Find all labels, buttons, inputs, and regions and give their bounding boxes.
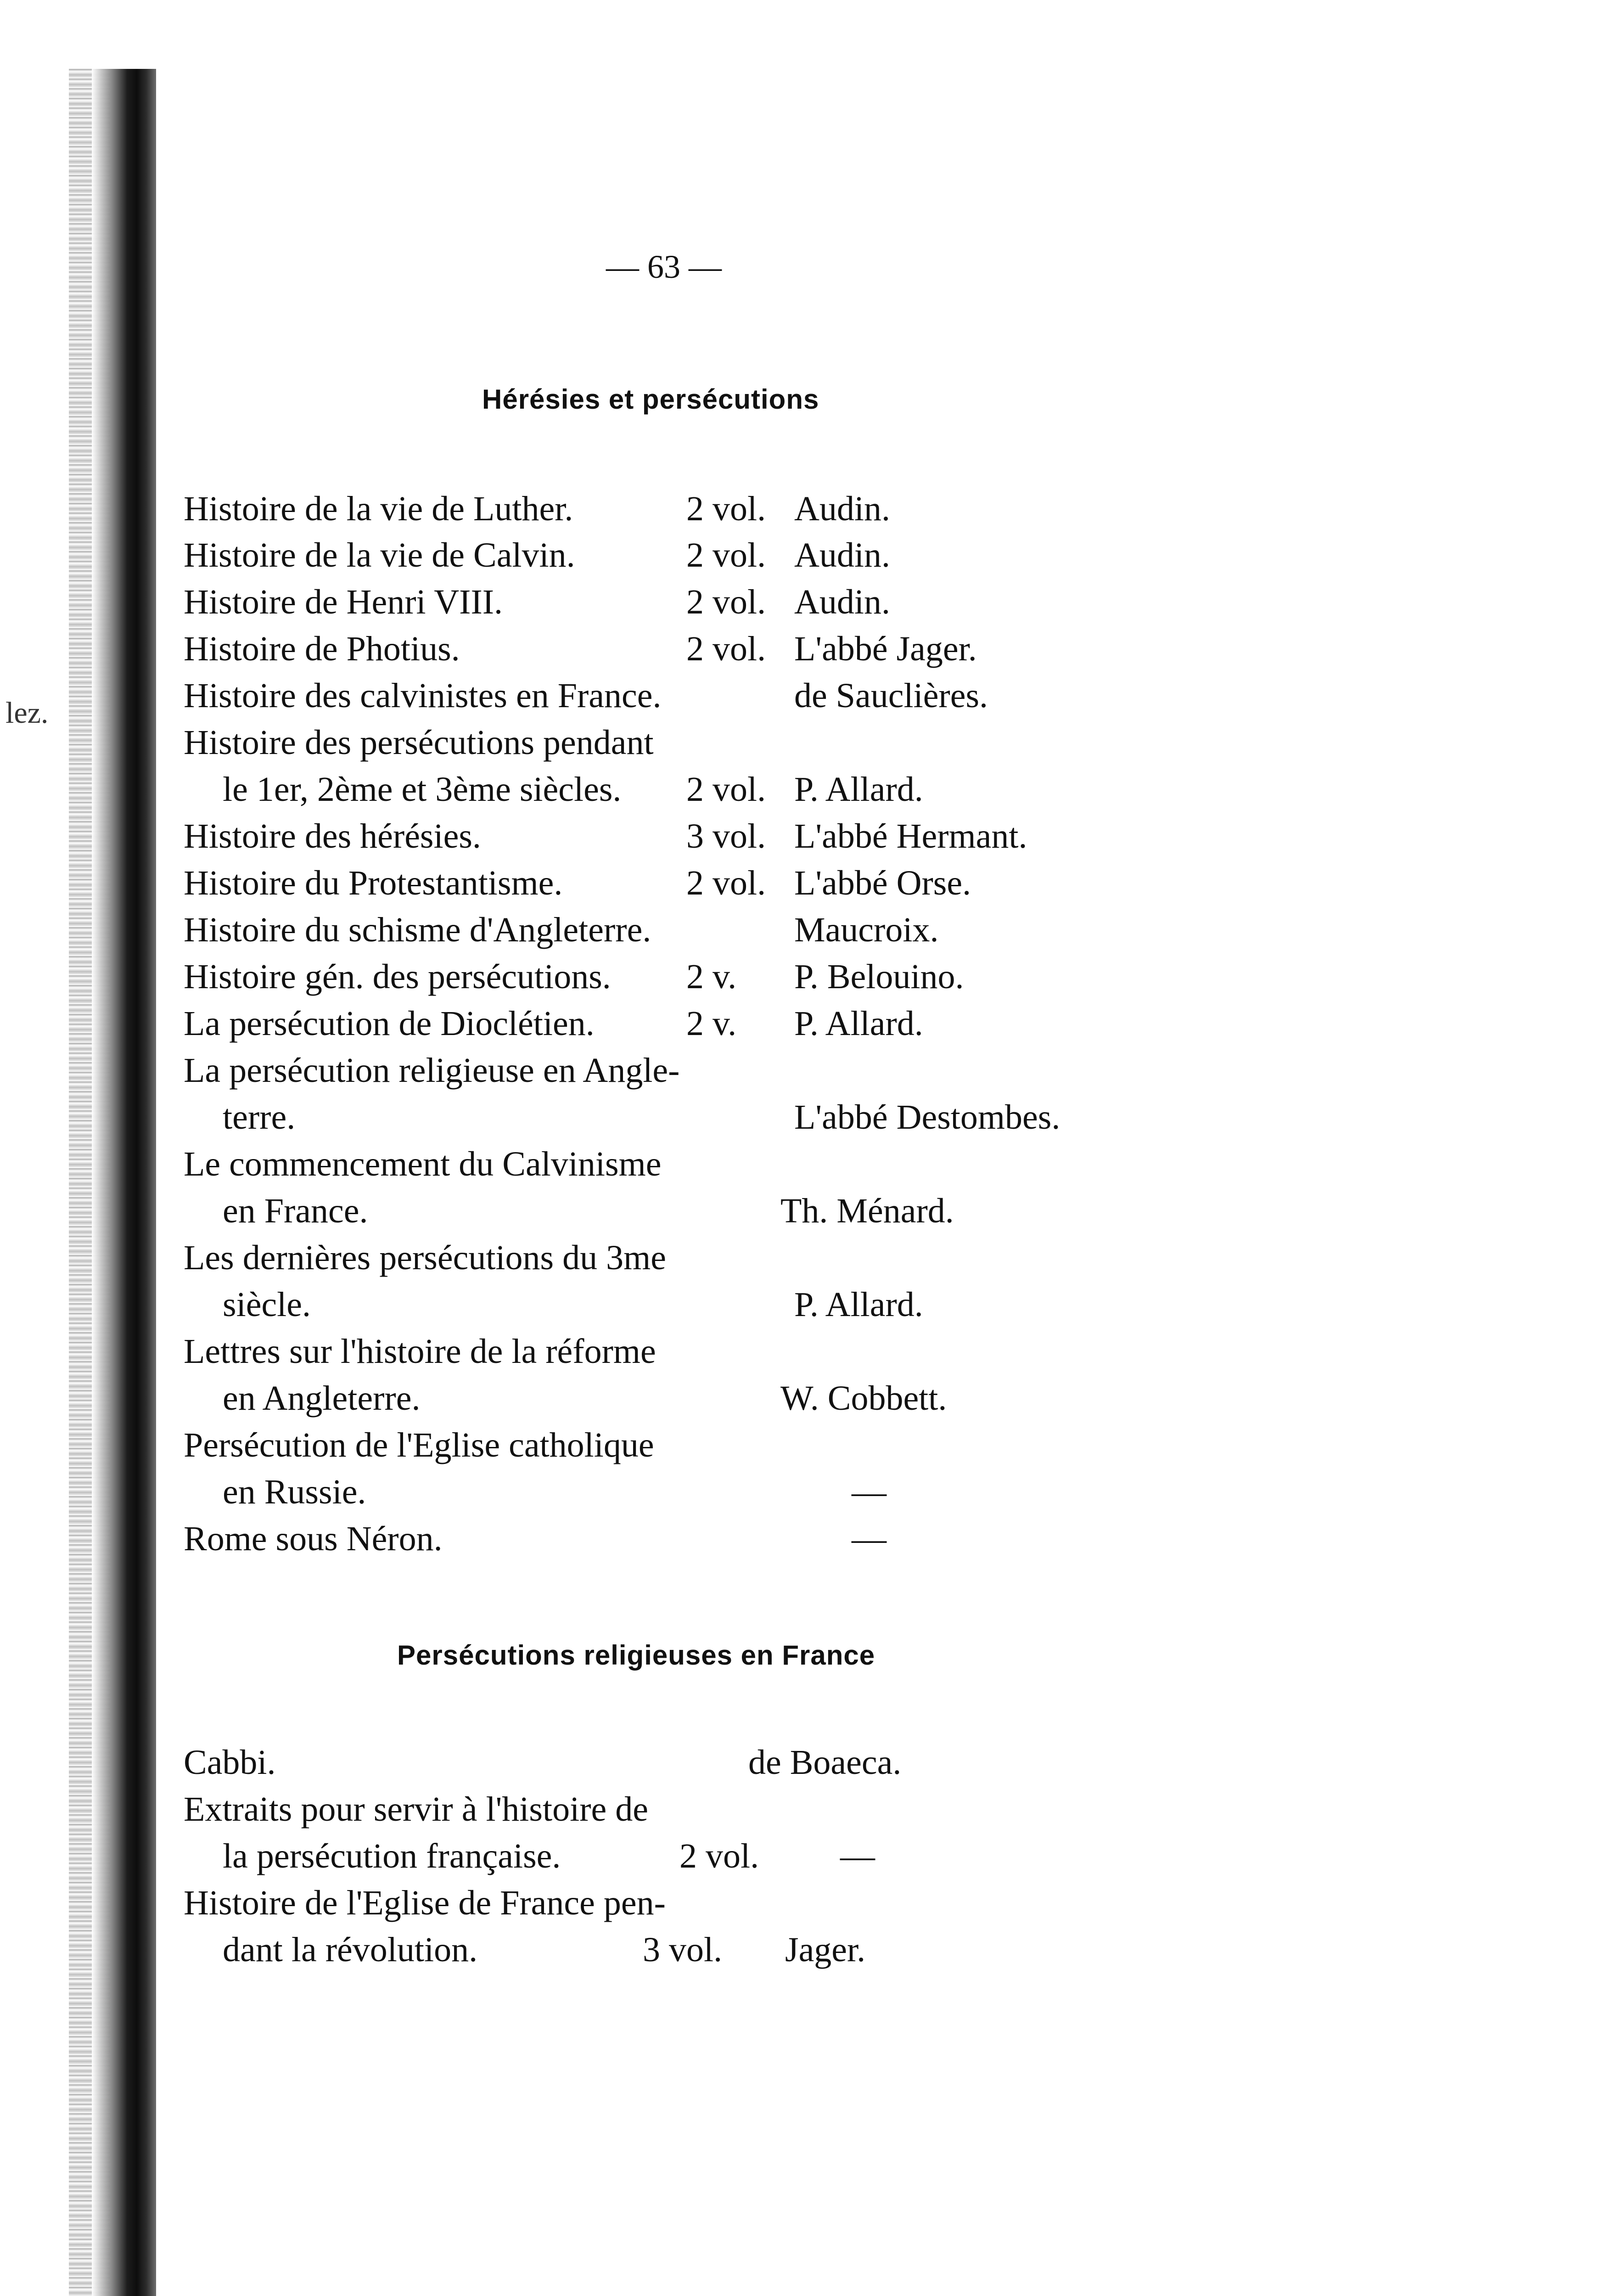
entry-title: Histoire des persécutions pendant — [184, 723, 654, 762]
entry-title-continuation: terre. — [223, 1098, 296, 1137]
entry-author: Audin. — [794, 490, 890, 528]
entry-title: Histoire des calvinistes en France. — [184, 676, 662, 715]
entry-author: Audin. — [794, 536, 890, 574]
entry-title: Les dernières persécutions du 3me — [184, 1238, 666, 1277]
entry-author: — — [840, 1837, 875, 1875]
entry-title-continuation: en Russie. — [223, 1473, 366, 1511]
entry-author: L'abbé Hermant. — [794, 817, 1027, 855]
entry-author: Th. Ménard. — [780, 1192, 954, 1230]
entry-volumes: 2 vol. — [686, 630, 766, 668]
entry-title-continuation: la persécution française. — [223, 1837, 561, 1875]
entry-author: — — [852, 1473, 886, 1511]
section-heading-heresies: Hérésies et persécutions — [482, 384, 819, 415]
binding-shadow — [92, 69, 156, 2296]
entry-author: de Sauclières. — [794, 676, 988, 715]
entry-title: Rome sous Néron. — [184, 1519, 443, 1558]
entry-title: La persécution de Dioclétien. — [184, 1004, 595, 1043]
entry-volumes: 2 vol. — [679, 1837, 759, 1875]
entry-title: Histoire de Henri VIII. — [184, 583, 503, 621]
entry-volumes: 2 v. — [686, 1004, 737, 1043]
entry-title: La persécution religieuse en Angle- — [184, 1051, 680, 1090]
entry-title-continuation: en Angleterre. — [223, 1379, 421, 1418]
entry-author: L'abbé Jager. — [794, 630, 977, 668]
entry-title: Persécution de l'Eglise catholique — [184, 1426, 654, 1464]
entry-author: L'abbé Destombes. — [794, 1098, 1060, 1137]
entry-author: W. Cobbett. — [780, 1379, 947, 1418]
entry-title: Histoire de la vie de Luther. — [184, 490, 573, 528]
entry-volumes: 2 vol. — [686, 490, 766, 528]
entry-author: Maucroix. — [794, 911, 939, 949]
entry-volumes: 2 v. — [686, 957, 737, 996]
entry-title: Histoire de la vie de Calvin. — [184, 536, 575, 574]
entry-author: — — [852, 1519, 886, 1558]
entry-author: P. Belouino. — [794, 957, 964, 996]
page-number: — 63 — — [606, 248, 722, 285]
entry-title-continuation: dant la révolution. — [223, 1930, 478, 1969]
entry-title: Extraits pour servir à l'histoire de — [184, 1790, 648, 1829]
entry-volumes: 2 vol. — [686, 536, 766, 574]
entry-author: Jager. — [785, 1930, 866, 1969]
entry-author: P. Allard. — [794, 1004, 923, 1043]
entry-volumes: 2 vol. — [686, 864, 766, 902]
entry-volumes: 3 vol. — [643, 1930, 723, 1969]
entry-title: Histoire de l'Eglise de France pen- — [184, 1884, 666, 1922]
entry-title: Le commencement du Calvinisme — [184, 1145, 662, 1183]
entry-title: Histoire du schisme d'Angleterre. — [184, 911, 651, 949]
entry-title: Histoire gén. des persécutions. — [184, 957, 611, 996]
section-heading-france: Persécutions religieuses en France — [397, 1640, 875, 1671]
entry-title: Lettres sur l'histoire de la réforme — [184, 1332, 656, 1371]
entry-title: Histoire du Protestantisme. — [184, 864, 563, 902]
entry-author: L'abbé Orse. — [794, 864, 971, 902]
margin-note: lez. — [6, 696, 49, 730]
entry-volumes: 2 vol. — [686, 770, 766, 809]
entry-author: P. Allard. — [794, 770, 923, 809]
entry-title-continuation: en France. — [223, 1192, 368, 1230]
entry-author: Audin. — [794, 583, 890, 621]
entry-title-continuation: le 1er, 2ème et 3ème siècles. — [223, 770, 622, 809]
entry-title: Cabbi. — [184, 1743, 276, 1782]
entry-title-continuation: siècle. — [223, 1285, 311, 1324]
entry-volumes: 3 vol. — [686, 817, 766, 855]
entry-volumes: 2 vol. — [686, 583, 766, 621]
entry-author: P. Allard. — [794, 1285, 923, 1324]
entry-title: Histoire des hérésies. — [184, 817, 481, 855]
entry-author: de Boaeca. — [748, 1743, 902, 1782]
entry-title: Histoire de Photius. — [184, 630, 460, 668]
